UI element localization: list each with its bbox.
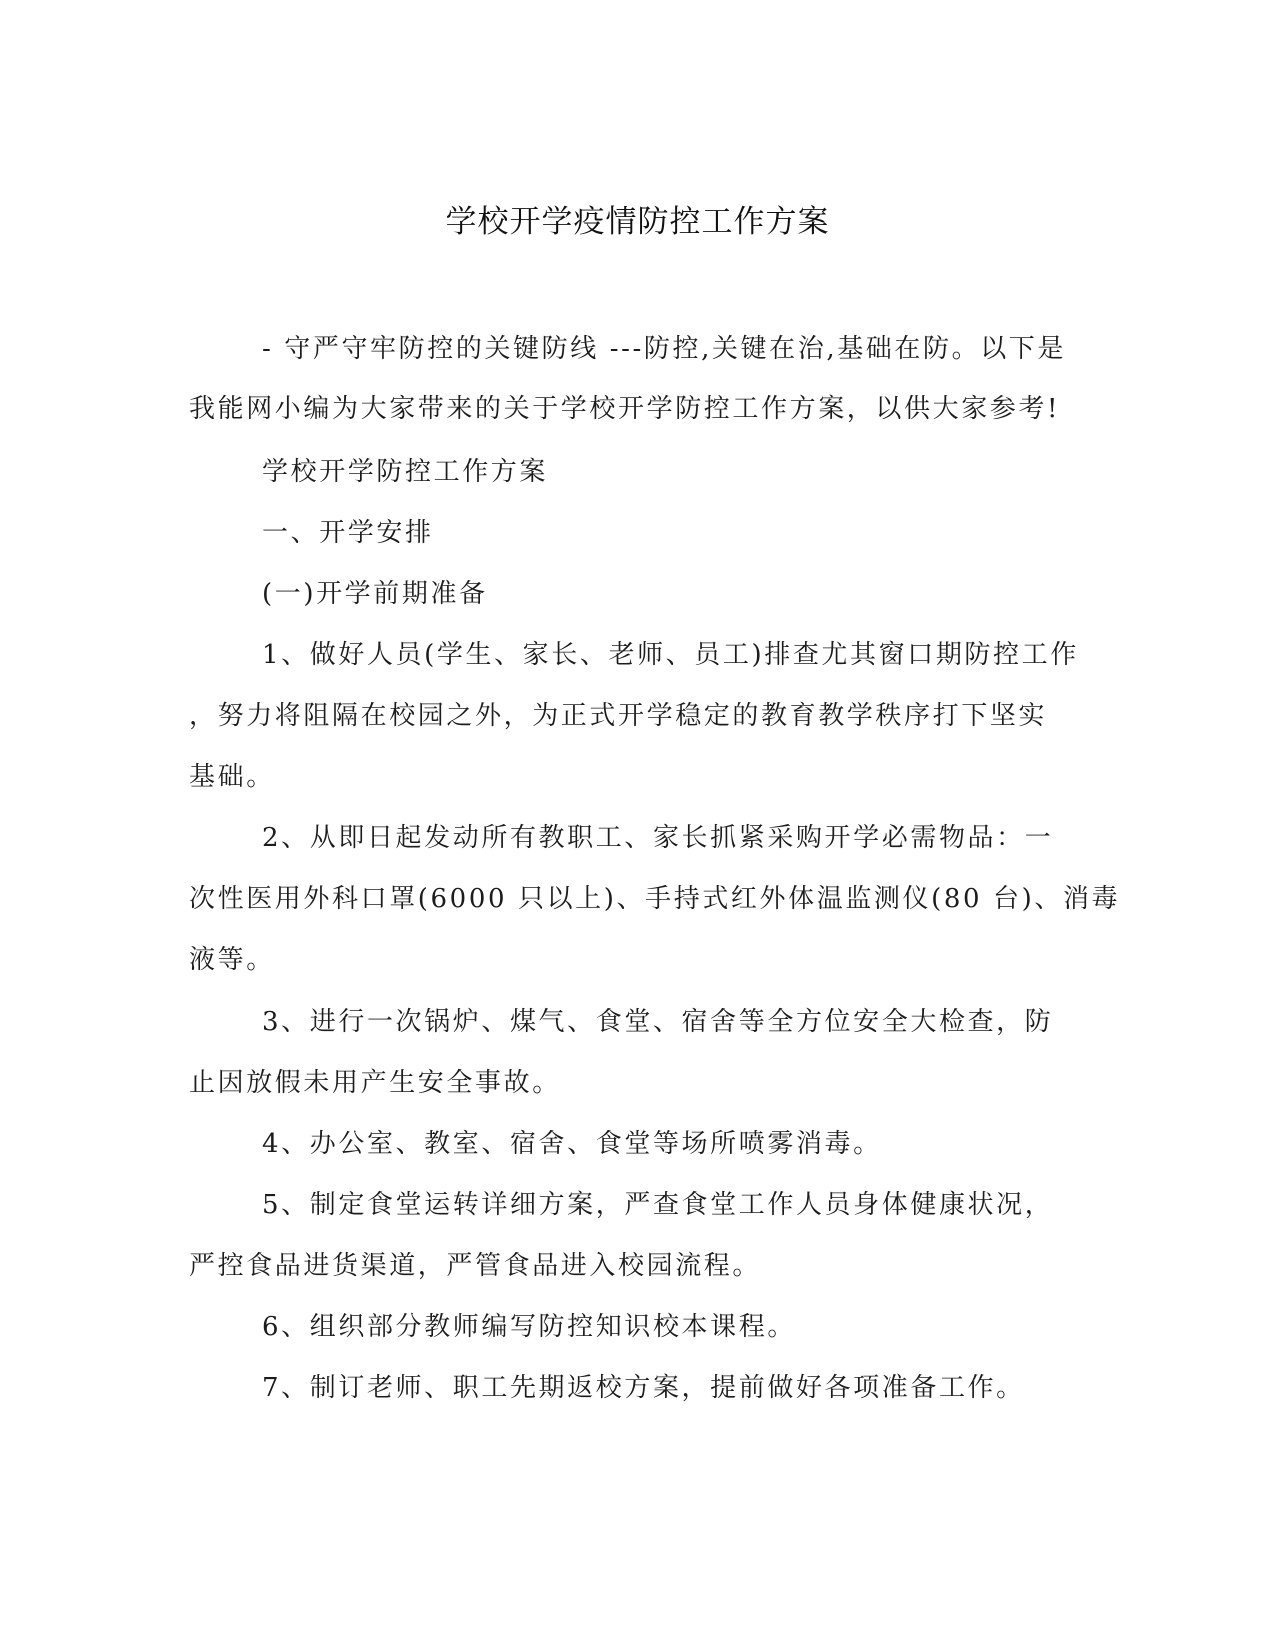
list-item-line: 1、做好人员(学生、家长、老师、员工)排查尤其窗口期防控工作 [262, 640, 1079, 670]
list-item-line: 严控食品进货渠道，严管食品进入校园流程。 [189, 1251, 762, 1281]
list-item-line: 7、制订老师、职工先期返校方案，提前做好各项准备工作。 [262, 1373, 1025, 1403]
list-item-line: 6、组织部分教师编写防控知识校本课程。 [262, 1312, 796, 1342]
paragraph-line: 我能网小编为大家带来的关于学校开学防控工作方案，以供大家参考! [189, 394, 1061, 424]
subsection-heading: (一)开学前期准备 [262, 579, 488, 609]
document-title: 学校开学疫情防控工作方案 [445, 204, 830, 240]
list-item-line: 5、制定食堂运转详细方案，严查食堂工作人员身体健康状况， [262, 1190, 1054, 1220]
section-heading: 一、开学安排 [262, 518, 434, 548]
list-item-line: 液等。 [189, 945, 275, 975]
list-item-line: 3、进行一次锅炉、煤气、食堂、宿舍等全方位安全大检查，防 [262, 1007, 1054, 1037]
list-item-line: 2、从即日起发动所有教职工、家长抓紧采购开学必需物品：一 [262, 823, 1054, 853]
section-heading: 学校开学防控工作方案 [262, 457, 549, 487]
list-item-line: 次性医用外科口罩(6000 只以上)、手持式红外体温监测仪(80 台)、消毒 [189, 884, 1121, 914]
list-item-line: 4、办公室、教室、宿舍、食堂等场所喷雾消毒。 [262, 1129, 882, 1159]
list-item-line: 基础。 [189, 762, 275, 792]
paragraph-line: - 守严守牢防控的关键防线 ---防控,关键在治,基础在防。以下是 [262, 334, 1066, 364]
list-item-line: ，努力将阻隔在校园之外，为正式开学稳定的教育教学秩序打下坚实 [189, 701, 1048, 731]
list-item-line: 止因放假未用产生安全事故。 [189, 1068, 561, 1098]
